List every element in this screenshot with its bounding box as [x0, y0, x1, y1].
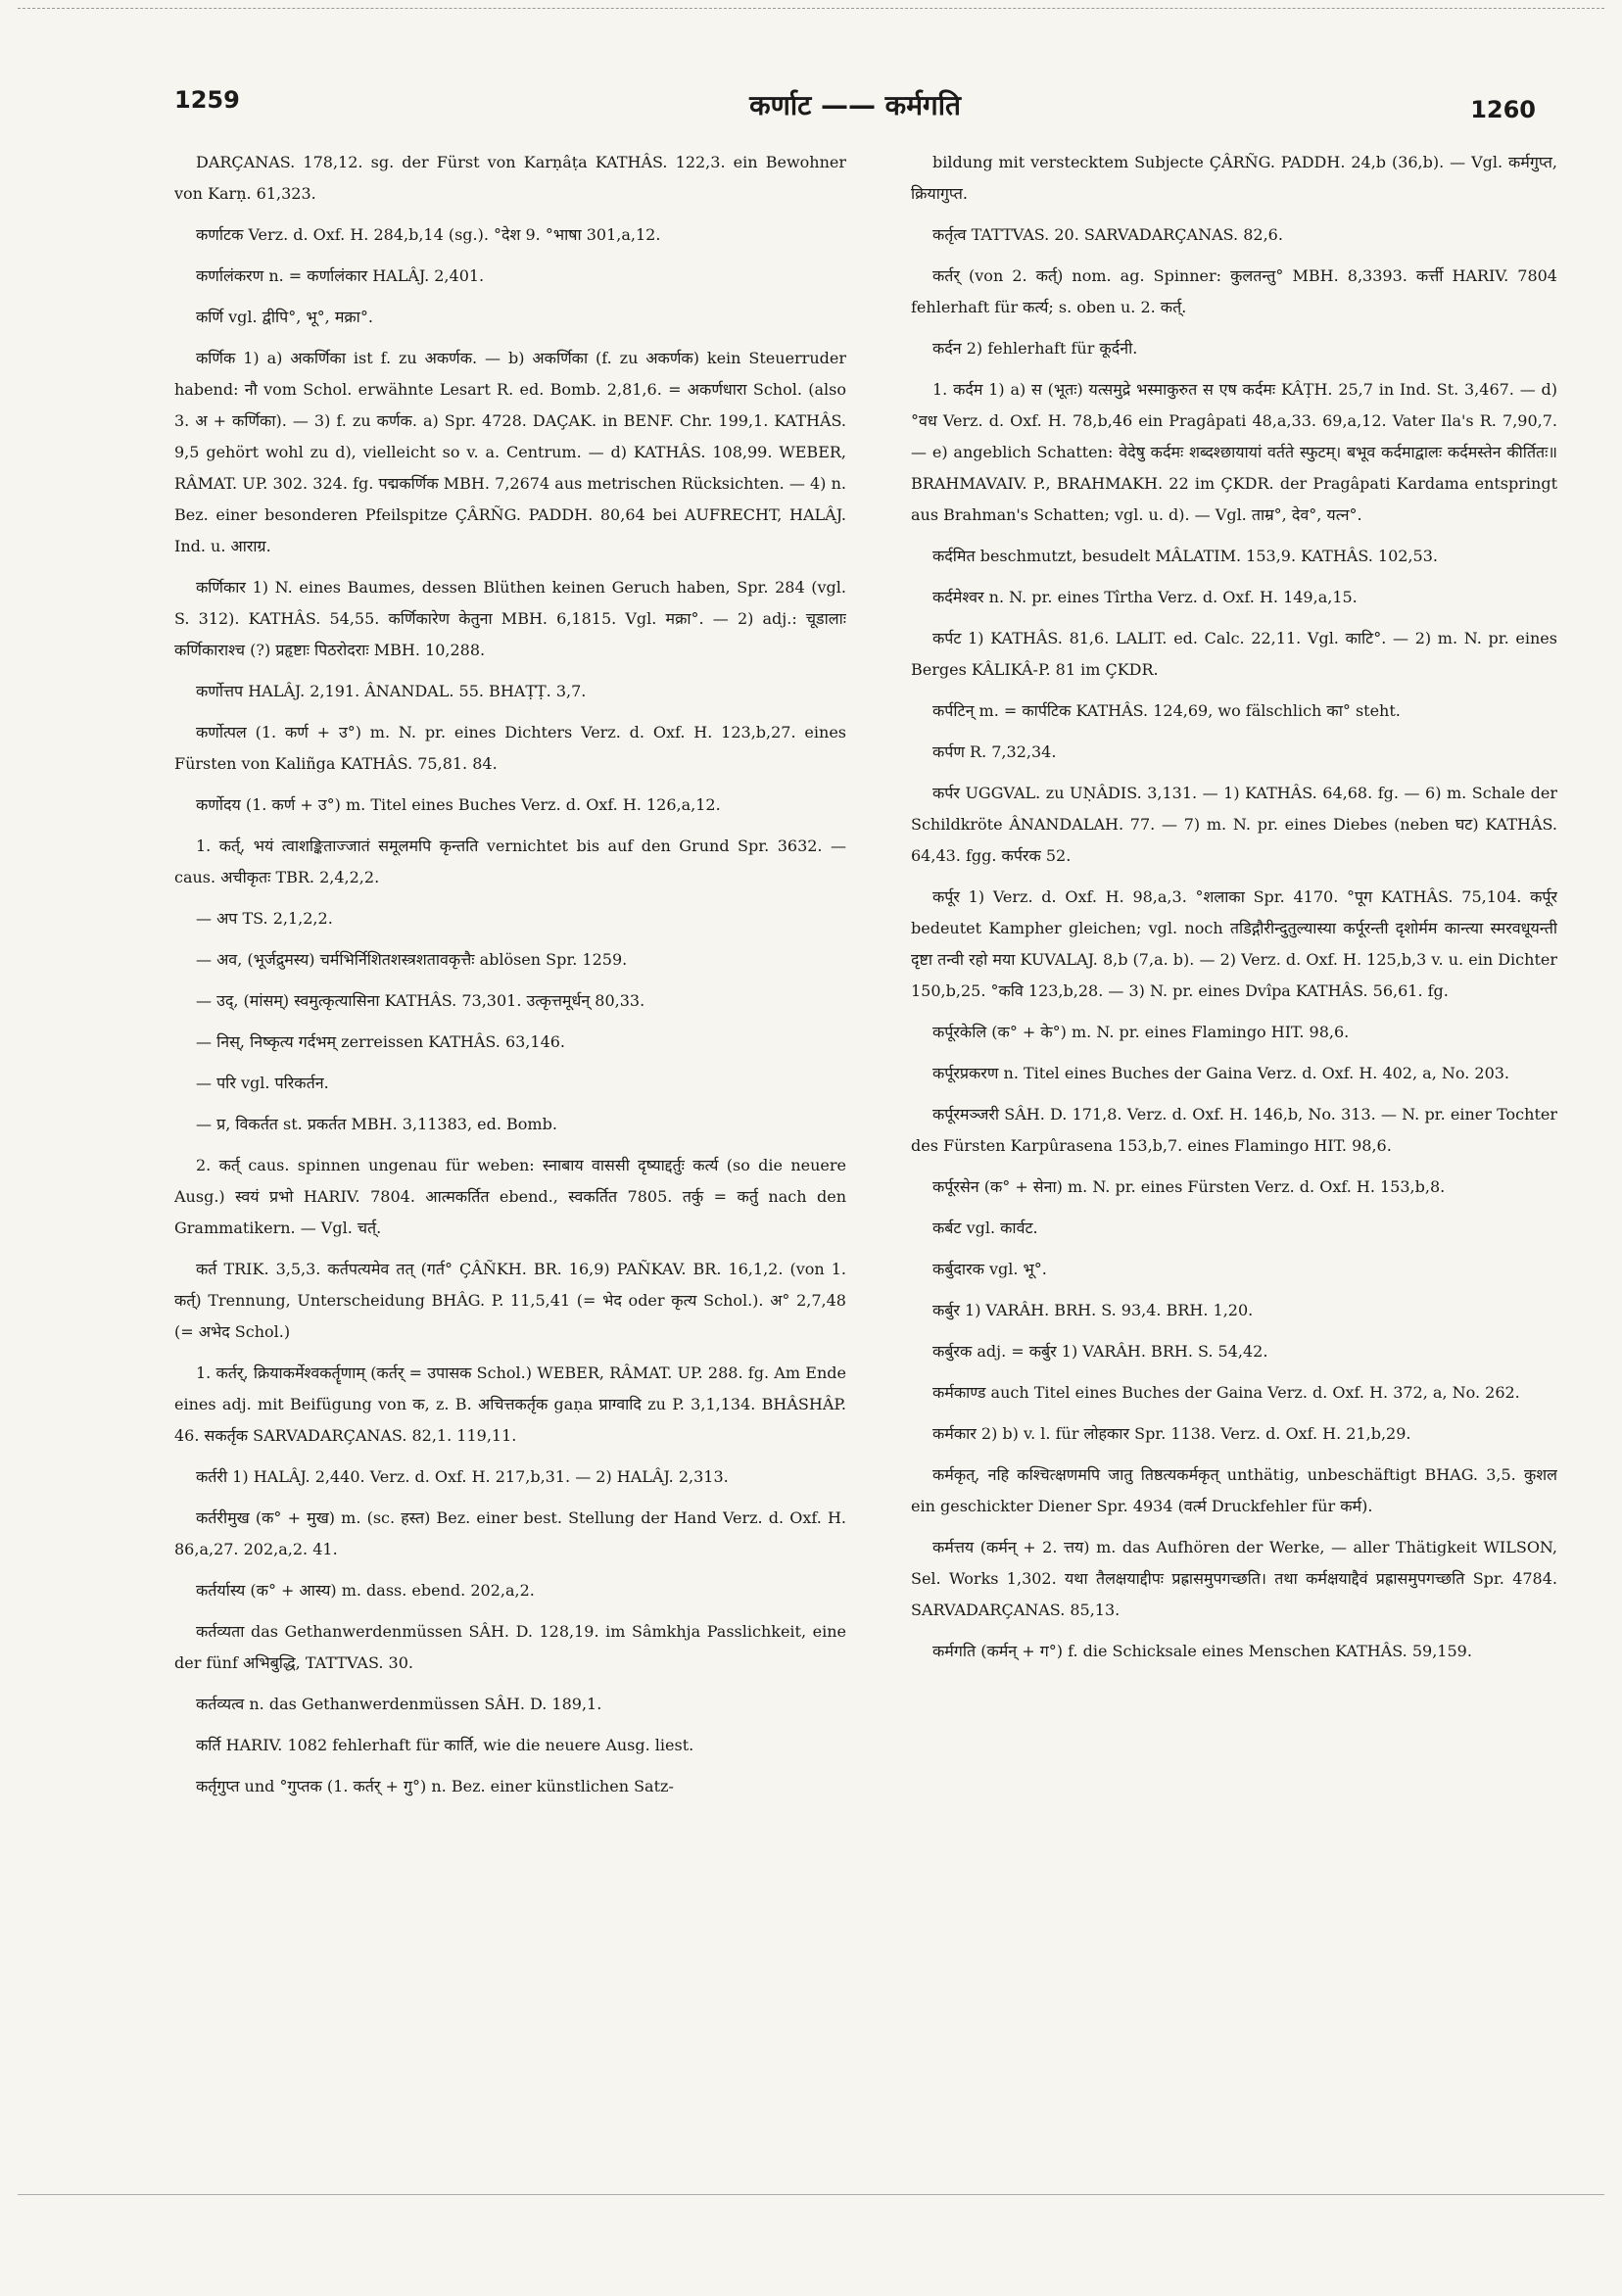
dictionary-entry: bildung mit verstecktem Subjecte ÇÂRÑG. PADDH. 24,b (36,b). — Vgl. कर्मगुप्त, क्रियागुप्त. — [911, 153, 1557, 203]
dictionary-entry: कर्मगति (कर्मन् + ग°) f. die Schicksale eines Menschen KATHÂS. 59,159. — [932, 1642, 1472, 1660]
dictionary-entry: कर्मकृत्, नहि कश्चित्क्षणमपि जातु तिष्ठत्यकर्मकृत् unthätig, unbeschäftigt BHAG. 3,5. कुशल ein geschickter Diener Spr. 4934 (वर्त्म Druckfehler für कर्म). — [911, 1465, 1557, 1515]
dictionary-entry: कर्ति HARIV. 1082 fehlerhaft für कार्ति, wie die neuere Ausg. liest. — [196, 1736, 694, 1754]
dictionary-entry: कर्णिकार 1) N. eines Baumes, dessen Blüthen keinen Geruch haben, Spr. 284 (vgl. S. 312). KATHÂS. 54,55. कर्णिकारेण केतुना MBH. 6,1815. Vgl. मक्रा°. — 2) adj.: चूडालाः कर्णिकाराश्च (?) प्रहृष्टाः पिठरोदराः MBH. 10,288. — [174, 578, 846, 659]
dictionary-entry: DARÇANAS. 178,12. sg. der Fürst von Karṇâṭa KATHÂS. 122,3. ein Bewohner von Karṇ. 61,323. — [174, 153, 846, 203]
dictionary-entry: कर्पट 1) KATHÂS. 81,6. LALIT. ed. Calc. 22,11. Vgl. काटि°. — 2) m. N. pr. eines Berges KÂLIKÂ-P. 81 im ÇKDR. — [911, 629, 1557, 679]
dictionary-entry: — प्र, विकर्तत st. प्रकर्तत MBH. 3,11383, ed. Bomb. — [196, 1115, 557, 1133]
dictionary-entry: कर्णोदय (1. कर्ण + उ°) m. Titel eines Buches Verz. d. Oxf. H. 126,a,12. — [196, 795, 721, 814]
page-number-right: 1260 — [1470, 96, 1536, 123]
dictionary-entry: कर्बुरक adj. = कर्बुर 1) VARÂH. BRH. S. 54,42. — [932, 1342, 1268, 1361]
dictionary-entry: 1. कर्तर्, क्रियाकर्मेश्वकर्तॄणाम् (कर्तर् = उपासक Schol.) WEBER, RÂMAT. UP. 288. fg. Am Ende eines adj. mit Beifügung von क, z. B. अचित्तकर्तृक gaṇa प्राग्वादि zu P. 3,1,134. BHÂSHÂP. 46. सकर्तृक SARVADARÇANAS. 82,1. 119,11. — [174, 1363, 846, 1445]
page-number-left: 1259 — [174, 86, 240, 114]
dictionary-entry: कर्तरी 1) HALÂJ. 2,440. Verz. d. Oxf. H. 217,b,31. — 2) HALÂJ. 2,313. — [196, 1467, 729, 1486]
dictionary-entry: कर्णोत्तप HALÂJ. 2,191. ÂNANDAL. 55. BHAṬṬ. 3,7. — [196, 682, 587, 700]
dictionary-entry: कर्तव्यता das Gethanwerdenmüssen SÂH. D. 128,19. im Sâmkhja Passlichkeit, eine der fünf अभिबुद्धि, TATTVAS. 30. — [174, 1622, 846, 1672]
right-column — [911, 147, 1557, 2116]
left-column — [174, 147, 846, 2116]
dictionary-entry: कर्पूरप्रकरण n. Titel eines Buches der Gaina Verz. d. Oxf. H. 402, a, No. 203. — [932, 1064, 1510, 1082]
dictionary-entry: कर्तर् (von 2. कर्त्) nom. ag. Spinner: कुलतन्तु° MBH. 8,3393. कर्त्ती HARIV. 7804 fehlerhaft für कर्त्य; s. oben u. 2. कर्त्. — [911, 266, 1557, 316]
dictionary-entry: — उद्, (मांसम्) स्वमुत्कृत्यासिना KATHÂS. 73,301. उत्कृत्तमूर्धन् 80,33. — [196, 991, 645, 1010]
dictionary-entry: कर्पूर 1) Verz. d. Oxf. H. 98,a,3. °शलाका Spr. 4170. °पूग KATHÂS. 75,104. कर्पूर bedeutet Kampher gleichen; vgl. noch तडिद्गौरीन्दुतुल्यास्या कर्पूरन्ती दृशोर्मम कान्त्या स्मरवधूयन्ती दृष्टा तन्वी रहो मया KUVALAJ. 8,b (7,a. b). — 2) Verz. d. Oxf. H. 125,b,3 v. u. ein Dichter 150,b,25. °कवि 123,b,28. — 3) N. pr. eines Dvîpa KATHÂS. 56,61. fg. — [911, 887, 1557, 1000]
dictionary-entry: कर्तव्यत्व n. das Gethanwerdenmüssen SÂH. D. 189,1. — [196, 1695, 602, 1713]
page-header — [174, 86, 1536, 125]
dictionary-entry: कर्तृत्व TATTVAS. 20. SARVADARÇANAS. 82,6. — [932, 225, 1283, 244]
dictionary-entry: कर्पण R. 7,32,34. — [932, 742, 1057, 761]
dictionary-entry: कर्दमित beschmutzt, besudelt MÂLATIM. 153,9. KATHÂS. 102,53. — [932, 547, 1438, 565]
dictionary-entry: कर्पर UGGVAL. zu UṆÂDIS. 3,131. — 1) KATHÂS. 64,68. fg. — 6) m. Schale der Schildkröte ÂNANDALAH. 77. — 7) m. N. pr. eines Diebes (neben घट) KATHÂS. 64,43. fgg. कर्परक 52. — [911, 784, 1557, 865]
dictionary-entry: कर्पूरमञ्जरी SÂH. D. 171,8. Verz. d. Oxf. H. 146,b, No. 313. — N. pr. einer Tochter des Fürsten Karpûrasena 153,b,7. eines Flamingo HIT. 98,6. — [911, 1105, 1557, 1155]
dictionary-entry: कर्णालंकरण n. = कर्णालंकार HALÂJ. 2,401. — [196, 266, 485, 285]
dictionary-entry: — निस्, निष्कृत्य गर्दभम् zerreissen KATHÂS. 63,146. — [196, 1032, 566, 1051]
dictionary-entry: कर्त TRIK. 3,5,3. कर्तपत्यमेव तत् (गर्त° ÇÂÑKH. BR. 16,9) PAÑKAV. BR. 16,1,2. (von 1. कर्त्) Trennung, Unterscheidung BHÂG. P. 11,5,41 (= भेद oder कृत्य Schol.). अ° 2,7,48 (= अभेद Schol.) — [174, 1260, 846, 1341]
dictionary-entry: कर्णोत्पल (1. कर्ण + उ°) m. N. pr. eines Dichters Verz. d. Oxf. H. 123,b,27. eines Fürsten von Kaliñga KATHÂS. 75,81. 84. — [174, 723, 846, 773]
dictionary-entry: 1. कर्दम 1) a) स (भूतः) यत्समुद्रे भस्माकुरुत स एष कर्दमः KÂṬH. 25,7 in Ind. St. 3,467. — d) °वध Verz. d. Oxf. H. 78,b,46 ein Pragâpati 48,a,33. 69,a,12. Vater Ila's R. 7,90,7. — e) angeblich Schatten: वेदेषु कर्दमः शब्दश्छायायां वर्तते स्फुटम्। बभूव कर्दमाद्वालः कर्दमस्तेन कीर्तितः॥ BRAHMAVAIV. P., BRAHMAKH. 22 im ÇKDR. der Pragâpati Kardama entspringt aus Brahman's Schatten; vgl. u. d). — Vgl. ताम्र°, देव°, यत्न°. — [911, 380, 1557, 524]
dictionary-entry: — अप TS. 2,1,2,2. — [196, 909, 333, 928]
dictionary-entry: कर्णाटक Verz. d. Oxf. H. 284,b,14 (sg.). °देश 9. °भाषा 301,a,12. — [196, 225, 661, 244]
bottom-rule — [18, 2194, 1604, 2195]
dictionary-entry: कर्णिक 1) a) अकर्णिका ist f. zu अकर्णक. — b) अकर्णिका (f. zu अकर्णक) kein Steuerruder habend: नौ vom Schol. erwähnte Lesart R. ed. Bomb. 2,81,6. = अकर्णधारा Schol. (also 3. अ + कर्णिका). — 3) f. zu कर्णक. a) Spr. 4728. DAÇAK. in BENF. Chr. 199,1. KATHÂS. 9,5 gehört wohl zu d), vielleicht so v. a. Centrum. — d) KATHÂS. 108,99. WEBER, RÂMAT. UP. 302. 324. fg. पद्मकर्णिक MBH. 7,2674 aus metrischen Rücksichten. — 4) n. Bez. einer besonderen Pfeilspitze ÇÂRÑG. PADDH. 80,64 bei AUFRECHT, HALÂJ. Ind. u. आराग्र. — [174, 349, 846, 555]
dictionary-entry: कर्पूरसेन (क° + सेना) m. N. pr. eines Fürsten Verz. d. Oxf. H. 153,b,8. — [932, 1177, 1446, 1196]
dictionary-entry: कर्मकाण्ड auch Titel eines Buches der Gaina Verz. d. Oxf. H. 372, a, No. 262. — [932, 1383, 1520, 1402]
dictionary-entry: कर्दमेश्वर n. N. pr. eines Tîrtha Verz. d. Oxf. H. 149,a,15. — [932, 588, 1358, 606]
dictionary-entry: कर्मकार 2) b) v. l. für लोहकार Spr. 1138. Verz. d. Oxf. H. 21,b,29. — [932, 1424, 1411, 1443]
dictionary-entry: कर्तर्यास्य (क° + आस्य) m. dass. ebend. 202,a,2. — [196, 1581, 535, 1600]
dictionary-entry: — परि vgl. परिकर्तन. — [196, 1074, 329, 1092]
top-dashed-rule — [18, 8, 1604, 9]
dictionary-entry: 1. कर्त्, भयं त्वाशङ्किताज्जातं समूलमपि कृन्तति vernichtet bis auf den Grund Spr. 3632. — caus. अचीकृतः TBR. 2,4,2,2. — [174, 837, 846, 886]
dictionary-entry: कर्दन 2) fehlerhaft für कूर्दनी. — [932, 339, 1138, 358]
dictionary-entry: कर्तरीमुख (क° + मुख) m. (sc. हस्त) Bez. einer best. Stellung der Hand Verz. d. Oxf. H. 86,a,27. 202,a,2. 41. — [174, 1508, 846, 1558]
dictionary-entry: 2. कर्त् caus. spinnen ungenau für weben: स्नाबाय वाससी दृष्याद्दर्तुः कर्त्य (so die neuere Ausg.) स्वयं प्रभो HARIV. 7804. आत्मकर्तित ebend., स्वकर्तित 7805. तर्कु = कर्तु nach den Grammatikern. — Vgl. चर्त्. — [174, 1156, 846, 1237]
dictionary-entry: कर्बट vgl. कार्वट. — [932, 1219, 1038, 1237]
dictionary-entry: कर्पूरकेलि (क° + के°) m. N. pr. eines Flamingo HIT. 98,6. — [932, 1023, 1350, 1041]
dictionary-entry: कर्णि vgl. द्वीपि°, भू°, मक्रा°. — [196, 308, 373, 326]
dictionary-entry: कर्बुदारक vgl. भू°. — [932, 1260, 1047, 1278]
dictionary-entry: — अव, (भूर्जद्रुमस्य) चर्मभिर्निशितशस्त्रशतावकृत्तैः ablösen Spr. 1259. — [196, 950, 628, 969]
page-title: कर्णाट —— कर्मगति — [749, 89, 961, 121]
dictionary-entry: कर्बुर 1) VARÂH. BRH. S. 93,4. BRH. 1,20. — [932, 1301, 1254, 1319]
dictionary-entry: कर्तृगुप्त und °गुप्तक (1. कर्तर् + गु°) n. Bez. einer künstlichen Satz- — [196, 1777, 674, 1795]
dictionary-entry: कर्पटिन् m. = कार्पटिक KATHÂS. 124,69, wo fälschlich का° steht. — [932, 701, 1401, 720]
dictionary-entry: कर्मत्तय (कर्मन् + 2. त्तय) m. das Aufhören der Werke, — aller Thätigkeit WILSON, Sel. Works 1,302. यथा तैलक्षयाद्दीपः प्रह्रासमुपगच्छति। तथा कर्मक्षयाद्दैवं प्रह्रासमुपगच्छति Spr. 4784. SARVADARÇANAS. 85,13. — [911, 1538, 1557, 1619]
